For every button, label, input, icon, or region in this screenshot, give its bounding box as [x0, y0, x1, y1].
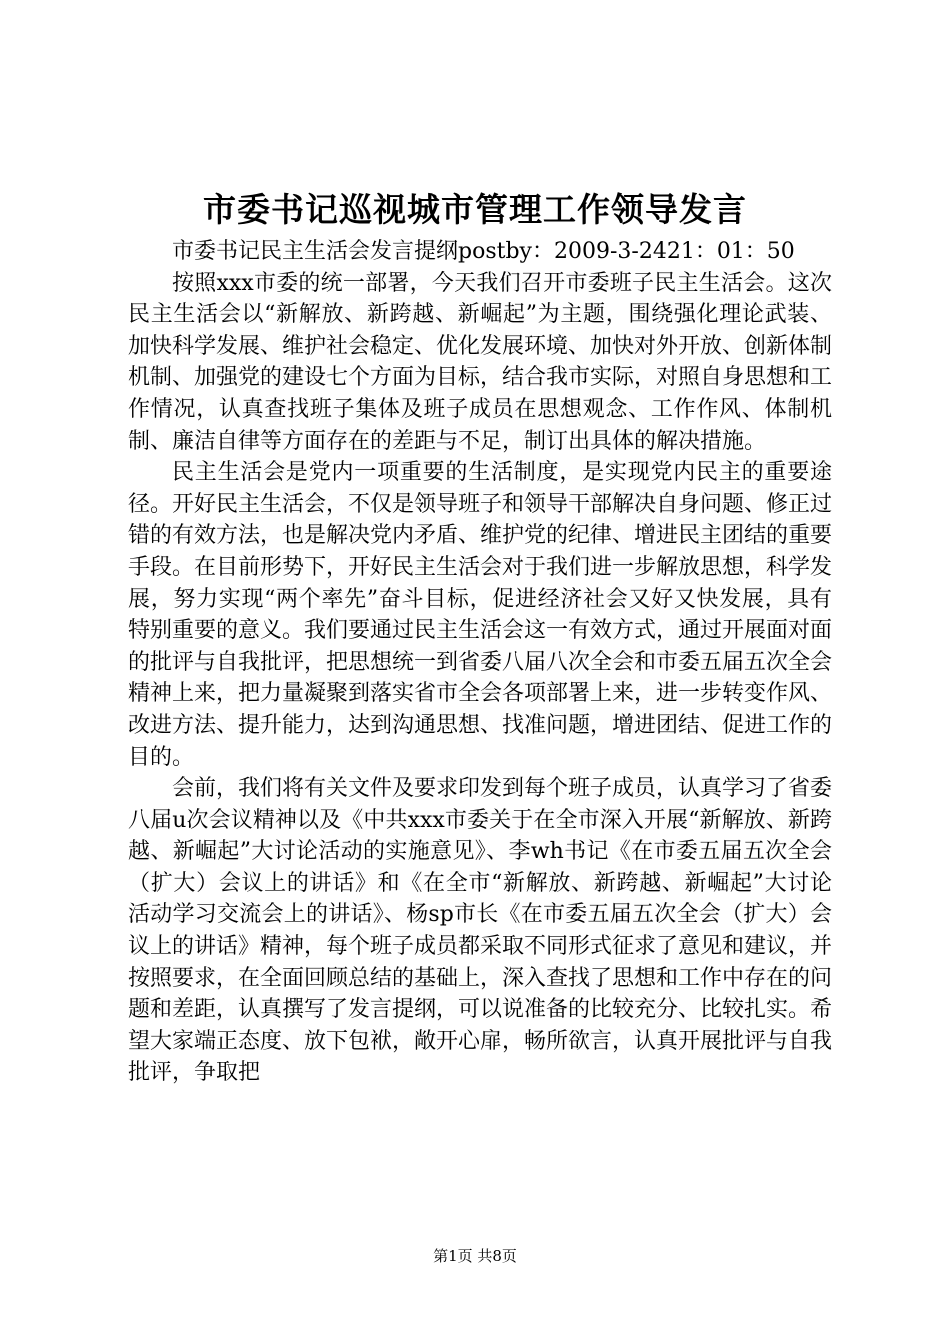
- document-body: [128, 236, 832, 1089]
- paragraph: 按照xxx市委的统一部署，今天我们召开市委班子民主生活会。这次民主生活会以“新解放、新跨越、新崛起”为主题，围绕强化理论武装、加快科学发展、维护社会稳定、优化发展环境、加快对外开放、创新体制机制、加强党的建设七个方面为目标，结合我市实际，对照自身思想和工作情况，认真查找班子集体及班子成员在思想观念、工作作风、体制机制、廉洁自律等方面存在的差距与不足，制订出具体的解决措施。: [128, 270, 833, 454]
- paragraph: 民主生活会是党内一项重要的生活制度，是实现党内民主的重要途径。开好民主生活会，不仅是领导班子和领导干部解决自身问题、修正过错的有效方法，也是解决党内矛盾、维护党的纪律、增进民主团结的重要手段。在目前形势下，开好民主生活会对于我们进一步解放思想，科学发展，努力实现“两个率先”奋斗目标，促进经济社会又好又快发展，具有特别重要的意义。我们要通过民主生活会这一有效方式，通过开展面对面的批评与自我批评，把思想统一到省委八届八次全会和市委五届五次全会精神上来，把力量凝聚到落实省市全会各项部署上来，进一步转变作风、改进方法、提升能力，达到沟通思想、找准问题，增进团结、促进工作的目的。: [128, 460, 833, 770]
- paragraph-header-line: 市委书记民主生活会发言提纲postby：2009-3-2421：01：50: [172, 239, 795, 264]
- document-title: 市委书记巡视城市管理工作领导发言: [203, 190, 747, 229]
- page-number-footer: 第1页 共8页: [433, 1247, 517, 1265]
- paragraph: 会前，我们将有关文件及要求印发到每个班子成员，认真学习了省委八届u次会议精神以及《中共xxx市委关于在全市深入开展“新解放、新跨越、新崛起”大讨论活动的实施意见》、李wh书记《在市委五届五次全会（扩大）会议上的讲话》和《在全市“新解放、新跨越、新崛起”大讨论活动学习交流会上的讲话》、杨sp市长《在市委五届五次全会（扩大）会议上的讲话》精神，每个班子成员都采取不同形式征求了意见和建议，并按照要求，在全面回顾总结的基础上，深入查找了思想和工作中存在的问题和差距，认真撰写了发言提纲，可以说准备的比较充分、比较扎实。希望大家端正态度、放下包袱，敞开心扉，畅所欲言，认真开展批评与自我批评，争取把: [128, 776, 833, 1086]
